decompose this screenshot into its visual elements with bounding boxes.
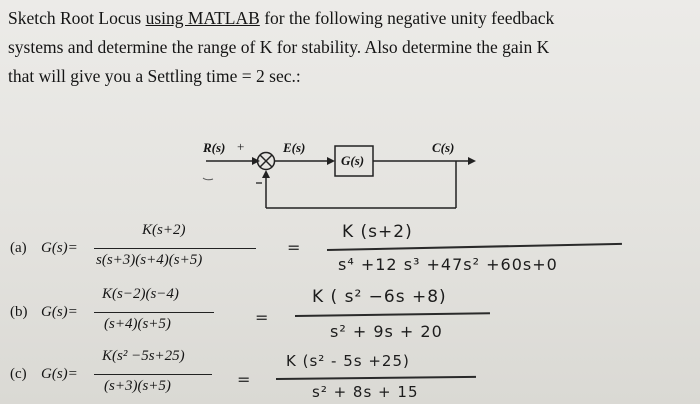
fraction-bar <box>94 248 256 249</box>
handwritten-denominator: s² + 8s + 15 <box>312 383 419 401</box>
equals-sign: = <box>287 238 301 257</box>
part-label: (a) <box>10 240 27 256</box>
transfer-function-lhs: G(s)= <box>41 240 78 256</box>
printed-denominator: s(s+3)(s+4)(s+5) <box>96 252 203 268</box>
fraction-bar <box>94 374 212 375</box>
part-label: (b) <box>10 304 28 320</box>
error-label: E(s) <box>283 140 306 155</box>
underlined-text: using MATLAB <box>145 8 260 28</box>
printed-denominator: (s+4)(s+5) <box>104 316 171 332</box>
transfer-function-lhs: G(s)= <box>41 304 78 320</box>
plant-label: G(s) <box>341 153 365 168</box>
summing-junction <box>258 153 275 170</box>
printed-numerator: K(s+2) <box>142 222 186 238</box>
handwritten-numerator: K (s² - 5s +25) <box>286 352 410 370</box>
input-label: R(s) <box>203 140 226 155</box>
handwritten-denominator: s⁴ +12 s³ +47s² +60s+0 <box>338 255 558 274</box>
handwritten-numerator: K ( s² −6s +8) <box>312 287 447 307</box>
part-label: (c) <box>10 366 27 382</box>
equals-sign: = <box>237 370 251 389</box>
problem-line-2: systems and determine the range of K for stability. Also determine the gain K <box>8 37 550 57</box>
problem-line-1: Sketch Root Locus using MATLAB for the following negative unity feedback <box>8 8 555 28</box>
transfer-function-lhs: G(s)= <box>41 366 78 382</box>
printed-denominator: (s+3)(s+5) <box>104 378 171 394</box>
printed-numerator: K(s−2)(s−4) <box>102 286 179 302</box>
plus-sign: + <box>237 139 245 154</box>
handwritten-denominator: s² + 9s + 20 <box>330 322 443 341</box>
output-label: C(s) <box>432 140 455 155</box>
printed-numerator: K(s² −5s+25) <box>102 348 185 364</box>
handwritten-numerator: K (s+2) <box>342 222 413 242</box>
problem-line-3: that will give you a Settling time = 2 sec.: <box>8 66 301 86</box>
fraction-bar <box>94 312 214 313</box>
equals-sign: = <box>255 308 269 327</box>
